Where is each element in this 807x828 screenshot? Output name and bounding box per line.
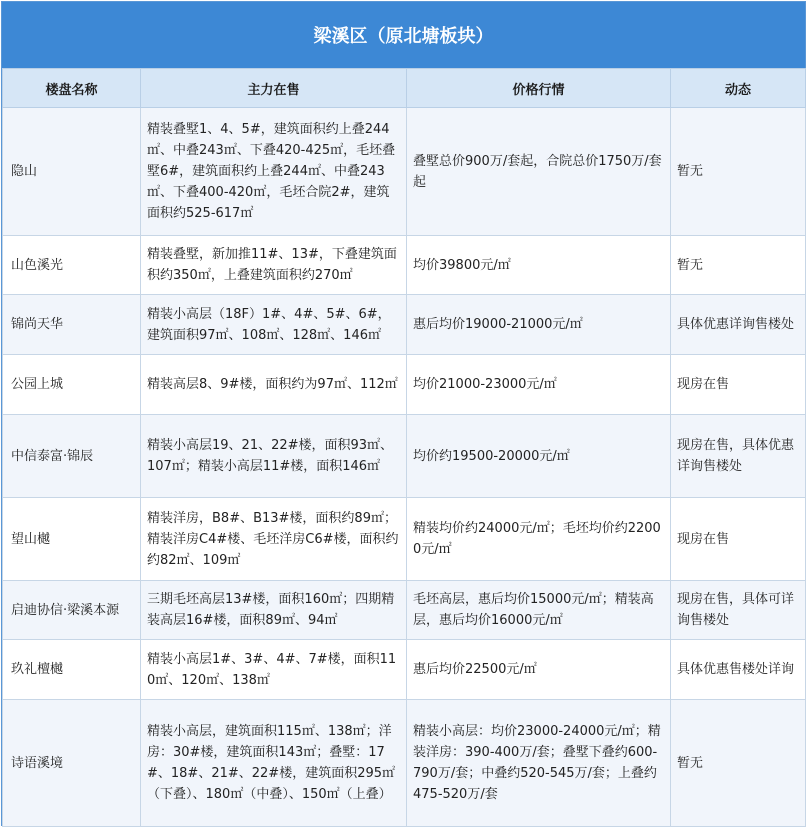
supply-cell: 精装叠墅，新加推11#、13#，下叠建筑面积约350㎡，上叠建筑面积约270㎡ [141, 236, 407, 295]
price-cell: 毛坯高层，惠后均价15000元/㎡；精装高层，惠后均价16000元/㎡ [407, 581, 671, 640]
project-name: 公园上城 [3, 355, 141, 415]
status-cell: 暂无 [671, 108, 806, 236]
supply-cell: 精装小高层（18F）1#、4#、5#、6#，建筑面积97㎡、108㎡、128㎡、146㎡ [141, 295, 407, 355]
header-name: 楼盘名称 [3, 69, 141, 108]
project-name: 诗语溪境 [3, 700, 141, 827]
supply-cell: 精装洋房，B8#、B13#楼，面积约89㎡；精装洋房C4#楼、毛坯洋房C6#楼，面积约约82㎡、109㎡ [141, 498, 407, 581]
header-supply: 主力在售 [141, 69, 407, 108]
table-row [3, 236, 806, 295]
supply-cell: 三期毛坯高层13#楼，面积160㎡；四期精装高层16#楼，面积89㎡、94㎡ [141, 581, 407, 640]
price-table-panel [1, 1, 806, 826]
price-cell: 均价21000-23000元/㎡ [407, 355, 671, 415]
status-cell: 暂无 [671, 700, 806, 827]
project-name: 玖礼檀樾 [3, 640, 141, 700]
project-name: 山色溪光 [3, 236, 141, 295]
price-cell: 精装均价约24000元/㎡；毛坯均价约22000元/㎡ [407, 498, 671, 581]
supply-cell: 精装小高层19、21、22#楼，面积93㎡、107㎡；精装小高层11#楼，面积146㎡ [141, 415, 407, 498]
price-cell: 均价约19500-20000元/㎡ [407, 415, 671, 498]
price-cell: 惠后均价22500元/㎡ [407, 640, 671, 700]
supply-cell: 精装小高层，建筑面积115㎡、138㎡；洋房：30#楼，建筑面积143㎡；叠墅：17#、18#、21#、22#楼，建筑面积295㎡（下叠）、180㎡（中叠）、150㎡（上叠） [141, 700, 407, 827]
status-cell: 现房在售，具体优惠详询售楼处 [671, 415, 806, 498]
project-name: 隐山 [3, 108, 141, 236]
header-row [3, 69, 806, 108]
supply-cell: 精装小高层1#、3#、4#、7#楼，面积110㎡、120㎡、138㎡ [141, 640, 407, 700]
header-price: 价格行情 [407, 69, 671, 108]
project-name: 启迪协信·梁溪本源 [3, 581, 141, 640]
table-row [3, 108, 806, 236]
table-row [3, 498, 806, 581]
status-cell: 现房在售，具体可详询售楼处 [671, 581, 806, 640]
price-cell: 惠后均价19000-21000元/㎡ [407, 295, 671, 355]
project-name: 望山樾 [3, 498, 141, 581]
price-cell: 精装小高层：均价23000-24000元/㎡；精装洋房：390-400万/套；叠墅下叠约600-790万/套；中叠约520-545万/套；上叠约475-520万/套 [407, 700, 671, 827]
status-cell: 具体优惠售楼处详询 [671, 640, 806, 700]
supply-cell: 精装叠墅1、4、5#，建筑面积约上叠244㎡、中叠243㎡、下叠420-425㎡，毛坯叠墅6#，建筑面积约上叠244㎡、中叠243㎡、下叠400-420㎡，毛坯合院2#，建筑面积约525-617㎡ [141, 108, 407, 236]
listing-table [2, 68, 806, 827]
table-row [3, 355, 806, 415]
price-cell: 叠墅总价900万/套起，合院总价1750万/套起 [407, 108, 671, 236]
status-cell: 现房在售 [671, 355, 806, 415]
project-name: 中信泰富·锦辰 [3, 415, 141, 498]
table-row [3, 581, 806, 640]
table-row [3, 700, 806, 827]
status-cell: 现房在售 [671, 498, 806, 581]
table-row [3, 295, 806, 355]
table-row [3, 415, 806, 498]
table-row [3, 640, 806, 700]
price-cell: 均价39800元/㎡ [407, 236, 671, 295]
project-name: 锦尚天华 [3, 295, 141, 355]
header-status: 动态 [671, 69, 806, 108]
status-cell: 具体优惠详询售楼处 [671, 295, 806, 355]
table-title: 梁溪区（原北塘板块） [2, 2, 805, 68]
supply-cell: 精装高层8、9#楼，面积约为97㎡、112㎡ [141, 355, 407, 415]
status-cell: 暂无 [671, 236, 806, 295]
